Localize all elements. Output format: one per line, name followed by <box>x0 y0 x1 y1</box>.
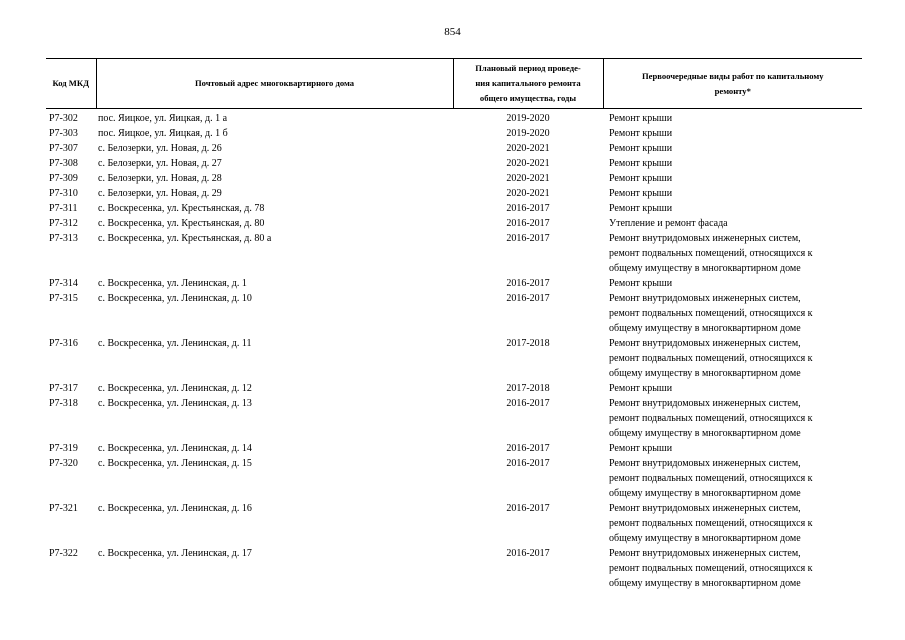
cell-period: 2019-2020 <box>506 128 550 139</box>
cell-code: Р7-315 <box>49 293 78 304</box>
cell-address: с. Воскресенка, ул. Ленинская, д. 17 <box>98 548 252 559</box>
cell-works <box>603 546 862 591</box>
cell-code: Р7-303 <box>49 128 78 139</box>
cell-code: Р7-316 <box>49 338 78 349</box>
cell-works <box>603 126 862 141</box>
header-code: Код МКД <box>46 59 96 109</box>
works-line: Ремонт крыши <box>609 278 673 289</box>
header-period-line: общего имущества, годы <box>479 93 577 103</box>
works-line: Ремонт внутридомовых инженерных систем, <box>609 398 801 409</box>
cell-period: 2016-2017 <box>506 278 550 289</box>
cell-address: с. Воскресенка, ул. Крестьянская, д. 78 <box>98 203 265 214</box>
cell-code: Р7-318 <box>49 398 78 409</box>
works-line: общему имуществу в многоквартирном доме <box>609 428 801 439</box>
cell-period: 2020-2021 <box>506 173 550 184</box>
table-row <box>46 276 862 291</box>
cell-works <box>603 231 862 276</box>
cell-works <box>603 456 862 501</box>
cell-period: 2016-2017 <box>506 218 550 229</box>
table-row <box>46 126 862 141</box>
works-line: ремонт подвальных помещений, относящихся к <box>609 248 813 259</box>
works-line: ремонт подвальных помещений, относящихся к <box>609 563 813 574</box>
header-period-line: ния капитального ремонта <box>475 78 581 88</box>
table-row <box>46 216 862 231</box>
cell-address: с. Воскресенка, ул. Ленинская, д. 15 <box>98 458 252 469</box>
cell-address: с. Белозерки, ул. Новая, д. 28 <box>98 173 222 184</box>
works-line: ремонт подвальных помещений, относящихся к <box>609 413 813 424</box>
works-line: общему имуществу в многоквартирном доме <box>609 263 801 274</box>
works-line: Ремонт внутридомовых инженерных систем, <box>609 338 801 349</box>
cell-address: пос. Яицкое, ул. Яицкая, д. 1 а <box>98 113 228 124</box>
cell-period: 2020-2021 <box>506 188 550 199</box>
table-row <box>46 546 862 591</box>
cell-period: 2016-2017 <box>506 548 550 559</box>
works-line: Ремонт крыши <box>609 173 673 184</box>
header-works <box>603 59 862 109</box>
table-row <box>46 201 862 216</box>
cell-address: с. Воскресенка, ул. Ленинская, д. 16 <box>98 503 252 514</box>
cell-works <box>603 216 862 231</box>
table-row <box>46 396 862 441</box>
works-line: Ремонт крыши <box>609 113 673 124</box>
table-row <box>46 441 862 456</box>
works-line: Ремонт внутридомовых инженерных систем, <box>609 548 801 559</box>
cell-works <box>603 141 862 156</box>
cell-address: с. Белозерки, ул. Новая, д. 29 <box>98 188 222 199</box>
works-line: ремонт подвальных помещений, относящихся к <box>609 308 813 319</box>
cell-code: Р7-311 <box>49 203 78 214</box>
cell-code: Р7-321 <box>49 503 78 514</box>
cell-period: 2019-2020 <box>506 113 550 124</box>
cell-code: Р7-322 <box>49 548 78 559</box>
cell-code: Р7-313 <box>49 233 78 244</box>
table-header <box>46 59 862 109</box>
cell-period: 2016-2017 <box>506 458 550 469</box>
cell-code: Р7-310 <box>49 188 78 199</box>
page-number: 854 <box>444 26 461 38</box>
cell-code: Р7-302 <box>49 113 78 124</box>
cell-works <box>603 171 862 186</box>
cell-works <box>603 336 862 381</box>
cell-address: с. Воскресенка, ул. Ленинская, д. 11 <box>98 338 252 349</box>
cell-works <box>603 156 862 171</box>
cell-address: с. Белозерки, ул. Новая, д. 26 <box>98 143 222 154</box>
cell-works <box>603 109 862 127</box>
cell-address: пос. Яицкое, ул. Яицкая, д. 1 б <box>98 128 228 139</box>
cell-period: 2020-2021 <box>506 158 550 169</box>
works-line: общему имуществу в многоквартирном доме <box>609 533 801 544</box>
works-line: Ремонт внутридомовых инженерных систем, <box>609 293 801 304</box>
cell-works <box>603 381 862 396</box>
cell-code: Р7-307 <box>49 143 78 154</box>
works-line: Ремонт крыши <box>609 203 673 214</box>
table-row <box>46 291 862 336</box>
cell-period: 2016-2017 <box>506 443 550 454</box>
cell-period: 2016-2017 <box>506 203 550 214</box>
header-works-line: Первоочередные виды работ по капитальному <box>641 70 824 81</box>
cell-works <box>603 201 862 216</box>
cell-code: Р7-317 <box>49 383 78 394</box>
cell-address: с. Воскресенка, ул. Ленинская, д. 1 <box>98 278 247 289</box>
works-line: Ремонт крыши <box>609 143 673 154</box>
table-row <box>46 231 862 276</box>
table-row <box>46 109 862 127</box>
cell-address: с. Воскресенка, ул. Крестьянская, д. 80 а <box>98 233 272 244</box>
cell-code: Р7-308 <box>49 158 78 169</box>
header-period-line: Плановый период проведе- <box>475 63 581 73</box>
table-row <box>46 186 862 201</box>
cell-code: Р7-314 <box>49 278 78 289</box>
works-line: общему имуществу в многоквартирном доме <box>609 368 801 379</box>
works-line: Ремонт крыши <box>609 158 673 169</box>
works-line: Ремонт внутридомовых инженерных систем, <box>609 458 801 469</box>
works-line: Ремонт внутридомовых инженерных систем, <box>609 233 801 244</box>
header-period <box>453 59 603 109</box>
works-line: Ремонт крыши <box>609 383 673 394</box>
cell-address: с. Воскресенка, ул. Ленинская, д. 14 <box>98 443 252 454</box>
works-line: ремонт подвальных помещений, относящихся к <box>609 353 813 364</box>
cell-works <box>603 501 862 546</box>
cell-works <box>603 396 862 441</box>
works-line: общему имуществу в многоквартирном доме <box>609 488 801 499</box>
works-line: общему имуществу в многоквартирном доме <box>609 323 801 334</box>
header-address: Почтовый адрес многоквартирного дома <box>96 59 453 109</box>
header-works-line: ремонту* <box>714 85 751 96</box>
cell-address: с. Воскресенка, ул. Ленинская, д. 13 <box>98 398 252 409</box>
table-body <box>46 109 862 592</box>
works-line: Ремонт крыши <box>609 188 673 199</box>
cell-works <box>603 276 862 291</box>
cell-code: Р7-320 <box>49 458 78 469</box>
cell-address: с. Воскресенка, ул. Ленинская, д. 12 <box>98 383 252 394</box>
cell-code: Р7-319 <box>49 443 78 454</box>
cell-code: Р7-312 <box>49 218 78 229</box>
works-line: общему имуществу в многоквартирном доме <box>609 578 801 589</box>
cell-period: 2016-2017 <box>506 503 550 514</box>
cell-works <box>603 291 862 336</box>
cell-period: 2020-2021 <box>506 143 550 154</box>
cell-address: с. Воскресенка, ул. Ленинская, д. 10 <box>98 293 252 304</box>
cell-period: 2016-2017 <box>506 398 550 409</box>
cell-period: 2016-2017 <box>506 293 550 304</box>
cell-code: Р7-309 <box>49 173 78 184</box>
works-line: ремонт подвальных помещений, относящихся к <box>609 473 813 484</box>
table-row <box>46 171 862 186</box>
table-row <box>46 141 862 156</box>
repair-plan-table <box>46 58 862 591</box>
works-line: Утепление и ремонт фасада <box>609 218 728 229</box>
table-row <box>46 156 862 171</box>
table-row <box>46 336 862 381</box>
table-row <box>46 501 862 546</box>
cell-address: с. Воскресенка, ул. Крестьянская, д. 80 <box>98 218 265 229</box>
table-row <box>46 456 862 501</box>
cell-works <box>603 186 862 201</box>
works-line: Ремонт внутридомовых инженерных систем, <box>609 503 801 514</box>
cell-works <box>603 441 862 456</box>
cell-period: 2017-2018 <box>506 383 550 394</box>
cell-period: 2016-2017 <box>506 233 550 244</box>
cell-address: с. Белозерки, ул. Новая, д. 27 <box>98 158 222 169</box>
table-row <box>46 381 862 396</box>
works-line: Ремонт крыши <box>609 128 673 139</box>
works-line: ремонт подвальных помещений, относящихся к <box>609 518 813 529</box>
works-line: Ремонт крыши <box>609 443 673 454</box>
cell-period: 2017-2018 <box>506 338 550 349</box>
